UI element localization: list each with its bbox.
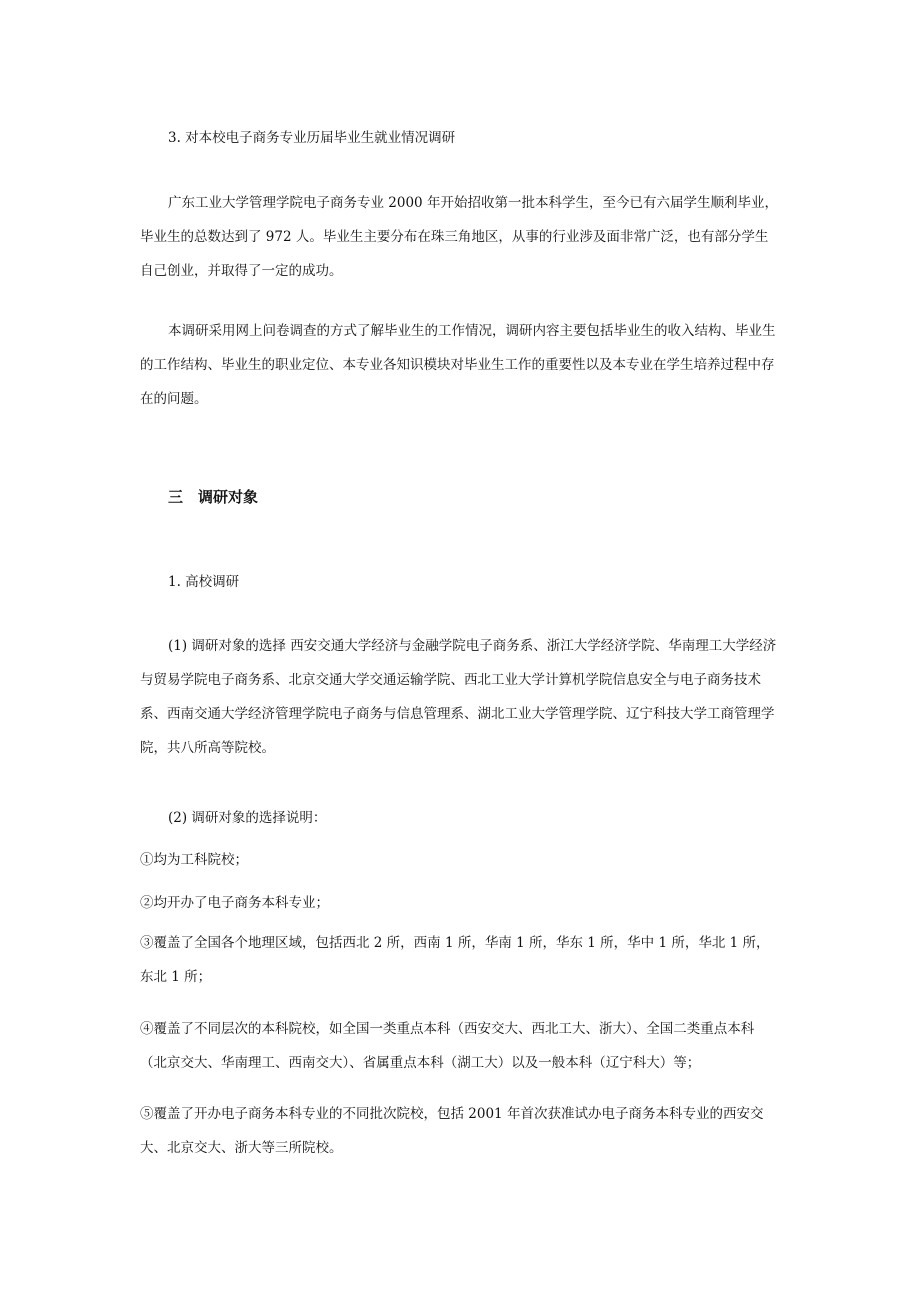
point-batch-coverage: ⑤覆盖了开办电子商务本科专业的不同批次院校，包括 2001 年首次获准试办电子商务本科专业的西安交大、北京交大、浙大等三所院校。 [140, 1106, 764, 1156]
point-geographic-coverage: ③覆盖了全国各个地理区域，包括西北 2 所，西南 1 所，华南 1 所，华东 1 所，华中 1 所，华北 1 所，东北 1 所； [140, 935, 770, 985]
point-tier-coverage: ④覆盖了不同层次的本科院校，如全国一类重点本科（西安交大、西北工大、浙大）、全国二类重点本科（北京交大、华南理工、西南交大）、省属重点本科（湖工大）以及一般本科（辽宁科大）等； [140, 1021, 755, 1071]
item-selection-of-subjects: (1) 调研对象的选择 西安交通大学经济与金融学院电子商务系、浙江大学经济学院、华南理工大学经济与贸易学院电子商务系、北京交通大学交通运输学院、西北工业大学计算机学院信息安全与电子商务技术系、西南交通大学经济管理学院电子商务与信息管理系、湖北工业大学管理学院、辽宁科技大学工商管理学院，共八所高等院校。 [140, 638, 777, 756]
point-ecommerce-major: ②均开办了电子商务本科专业； [140, 895, 329, 911]
paragraph-graduates-overview: 广东工业大学管理学院电子商务专业 2000 年开始招收第一批本科学生，至今已有六届学生顺利毕业，毕业生的总数达到了 972 人。毕业生主要分布在珠三角地区，从事的行业涉及面非常广泛，也有部分学生自己创业，并取得了一定的成功。 [140, 195, 778, 279]
point-engineering-schools: ①均为工科院校； [140, 852, 248, 868]
paragraph-survey-method: 本调研采用网上问卷调查的方式了解毕业生的工作情况，调研内容主要包括毕业生的收入结构、毕业生的工作结构、毕业生的职业定位、本专业各知识模块对毕业生工作的重要性以及本专业在学生培养过程中存在的问题。 [140, 323, 776, 407]
subsection1-title: 1. 高校调研 [168, 574, 240, 590]
item-selection-explanation: (2) 调研对象的选择说明： [168, 810, 327, 826]
item3-title: 3. 对本校电子商务专业历届毕业生就业情况调研 [168, 130, 456, 146]
section3-heading: 三 调研对象 [168, 488, 259, 506]
